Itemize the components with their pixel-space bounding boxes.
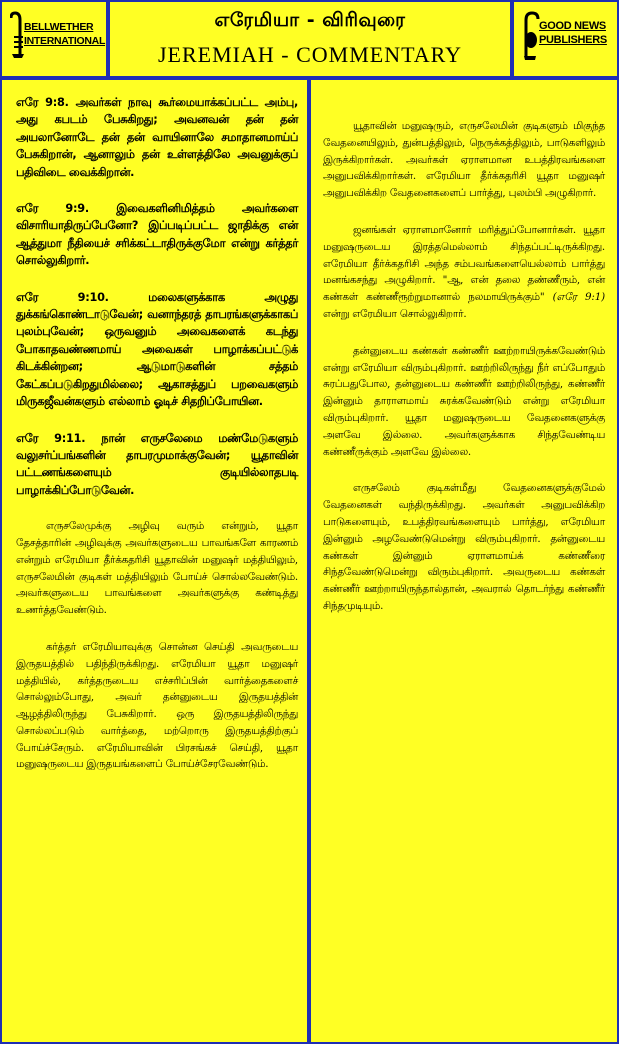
commentary-paragraph-quote: [323, 222, 605, 323]
commentary-paragraph: தன்னுடைய கண்கள் கண்ணீர் ஊற்றாயிருக்கவேண்டும் என்று எரேமியா விரும்புகிறார். ஊற்றிலிருந்து நீர் எப்போதும் சுரப்பதுபோல, தன்னுடைய கண்ணீர் ஊற்றிலிருந்து, கண்ணீர் இன்னும் தாராளமாய் சுரக்கவேண்டும் என்று எரேமியா விரும்புகிறார். யூதா மனுஷருடைய வேதனைகளுக்கு அளவே இல்லை. அவர்களுக்காக சிந்தவேண்டிய கண்ணீருக்கும் அளவே இல்லை.: [323, 344, 605, 458]
verse-9-10: எரே 9:10. மலைகளுக்காக அழுது துக்கங்கொண்டாடுவேன்; வனாந்தரத் தாபரங்களுக்காகப் புலம்புவேன்; ஒருவனும் அவைகளைக் கடந்து போகாதவண்ணமாய் அவைகள் பாழாக்கப்பட்டுக் கிடக்கின்றன; ஆடுமாடுகளின் சத்தம் கேட்கப்படுகிறதுமில்லை; ஆகாசத்துப் பறவைகளும் மிருகஜீவன்களும் எல்லாம் ஓடிச் சிதறிப்போயின.: [16, 290, 298, 409]
logo-line-2: PUBLISHERS: [539, 34, 607, 46]
verse-9-8: எரே 9:8. அவர்கள் நாவு கூர்மையாக்கப்பட்ட அம்பு, அது கபடம் பேசுகிறது; அவனவன் தன் தன் அயலானோடே தன் தன் வாயினாலே சமாதானமாய்ப் பேசுகிறான், ஆனாலும் தன் உள்ளத்திலே அவனுக்குப் பதிவிடை வைக்கிறான்.: [16, 96, 298, 179]
right-column: [311, 80, 617, 1042]
commentary-paragraph: யூதாவின் மனுஷரும், எருசலேமின் குடிகளும் மிகுந்த வேதனையிலும், துன்பத்திலும், நெருக்கத்திலும், பாடுகளிலும் இருக்கிறார்கள். அவர்கள் ஏராளமான உபத்திரவங்களை அனுபவிக்கிறார்கள். எரேமியா தீர்க்கதரிசி யூதா மனுஷர் அனுபவிக்கிற வேதனைகளைப் பார்த்து, புலம்பி அழுகிறார்.: [323, 120, 605, 200]
bellwether-logo-text: [24, 20, 105, 48]
bellwether-logo-panel: [2, 2, 106, 76]
left-column: [2, 80, 307, 1042]
commentary-paragraph: எருசலேம் குடிகள்மீது வேதனைகளுக்குமேல் வேதனைகள் வந்திருக்கிறது. அவர்கள் அனுபவிக்கிற பாடுகளையும், உபத்திரவங்களையும் பார்த்து, எரேமியா இன்னும் அழவேண்டுமென்று விரும்புகிறார். தன்னுடைய கண்கள் இன்னும் ஏராளமாய்க் கண்ணீரை சிந்தவேண்டுமென்று விரும்புகிறார். அவருடைய கண்கள் கண்ணீர் ஊற்றாயிருந்தால்தான், அவரால் தொடர்ந்து கண்ணீர் சிந்தமுடியும்.: [323, 482, 605, 612]
logo-line-1: GOOD NEWS: [539, 20, 606, 32]
paragraph-body: ஜனங்கள் ஏராளமானோர் மரித்துப்போனார்கள். யூதா மனுஷருடைய இரத்தமெல்லாம் சிந்தப்பட்டிருக்கிறது. எரேமியா தீர்க்கதரிசி அந்த சம்பவங்களையெல்லாம் பார்த்து மனங்கசந்து அழுகிறார். "ஆ, என் தலை தண்ணீரும், என் கண்கள் கண்ணீரூற்றுமானால் நலமாயிருக்கும்": [323, 223, 605, 304]
tamil-title: எரேமியா - விரிவுரை: [214, 9, 406, 31]
good-news-logo-panel: [514, 2, 617, 76]
verse-9-11: எரே 9:11. நான் எருசலேமை மண்மேடுகளும் வலுசர்ப்பங்களின் தாபரமுமாக்குவேன்; யூதாவின் பட்டணங்களையும் குடியில்லாதபடி பாழாக்கிப்போடுவேன்.: [16, 431, 298, 497]
commentary-paragraph: எருசலேமுக்கு அழிவு வரும் என்றும், யூதா தேசத்தாரின் அழிவுக்கு அவர்களுடைய பாவங்களே காரணம் என்றும் எரேமியா தீர்க்கதரிசி யூதாவின் மனுஷர் மத்தியிலும், எருசலேமின் குடிகள் மத்தியிலும் போய்ச் சொல்லவேண்டும். அவர்களுடைய பாவங்களை அவர்களுக்கு கண்டித்து உணர்த்தவேண்டும்.: [16, 520, 298, 617]
page-header: [110, 2, 510, 76]
commentary-paragraph: கர்த்தர் எரேமியாவுக்கு சொன்ன செய்தி அவருடைய இருதயத்தில் பதிந்திருக்கிறது. எரேமியா யூதா மனுஷர் மத்தியில், கர்த்தருடைய எச்சரிப்பின் வார்த்தைகளைச் சொல்லும்போது, அவர் தன்னுடைய இருதயத்தின் ஆழத்திலிருந்து பேசுகிறார். ஒரு இருதயத்திலிருந்து சொல்லப்படும் வார்த்தை, மற்றொரு இருதயத்திற்குப் போய்ச்சேரும். எரேமியாவின் பிரசங்கச் செய்தி, யூதா மனுஷருடைய இருதயங்களைப் போய்ச்சேரவேண்டும்.: [16, 640, 298, 771]
logo-line-1: BELLWETHER: [24, 21, 94, 33]
good-news-logo-text: [539, 19, 607, 47]
scripture-reference: (எரே 9:1): [552, 291, 605, 304]
logo-line-2: INTERNATIONAL: [24, 35, 106, 47]
sheep-icon: [522, 10, 540, 62]
paragraph-tail: என்று எரேமியா சொல்லுகிறார்.: [323, 307, 467, 320]
verse-9-9: எரே 9:9. இவைகளினிமித்தம் அவர்களை விசாரியாதிருப்பேனோ? இப்படிப்பட்ட ஜாதிக்கு என் ஆத்துமா நீதியைச் சரிக்கட்டாதிருக்குமோ என்று கர்த்தர் சொல்லுகிறார்.: [16, 202, 298, 268]
english-title: JEREMIAH - COMMENTARY: [157, 42, 463, 67]
